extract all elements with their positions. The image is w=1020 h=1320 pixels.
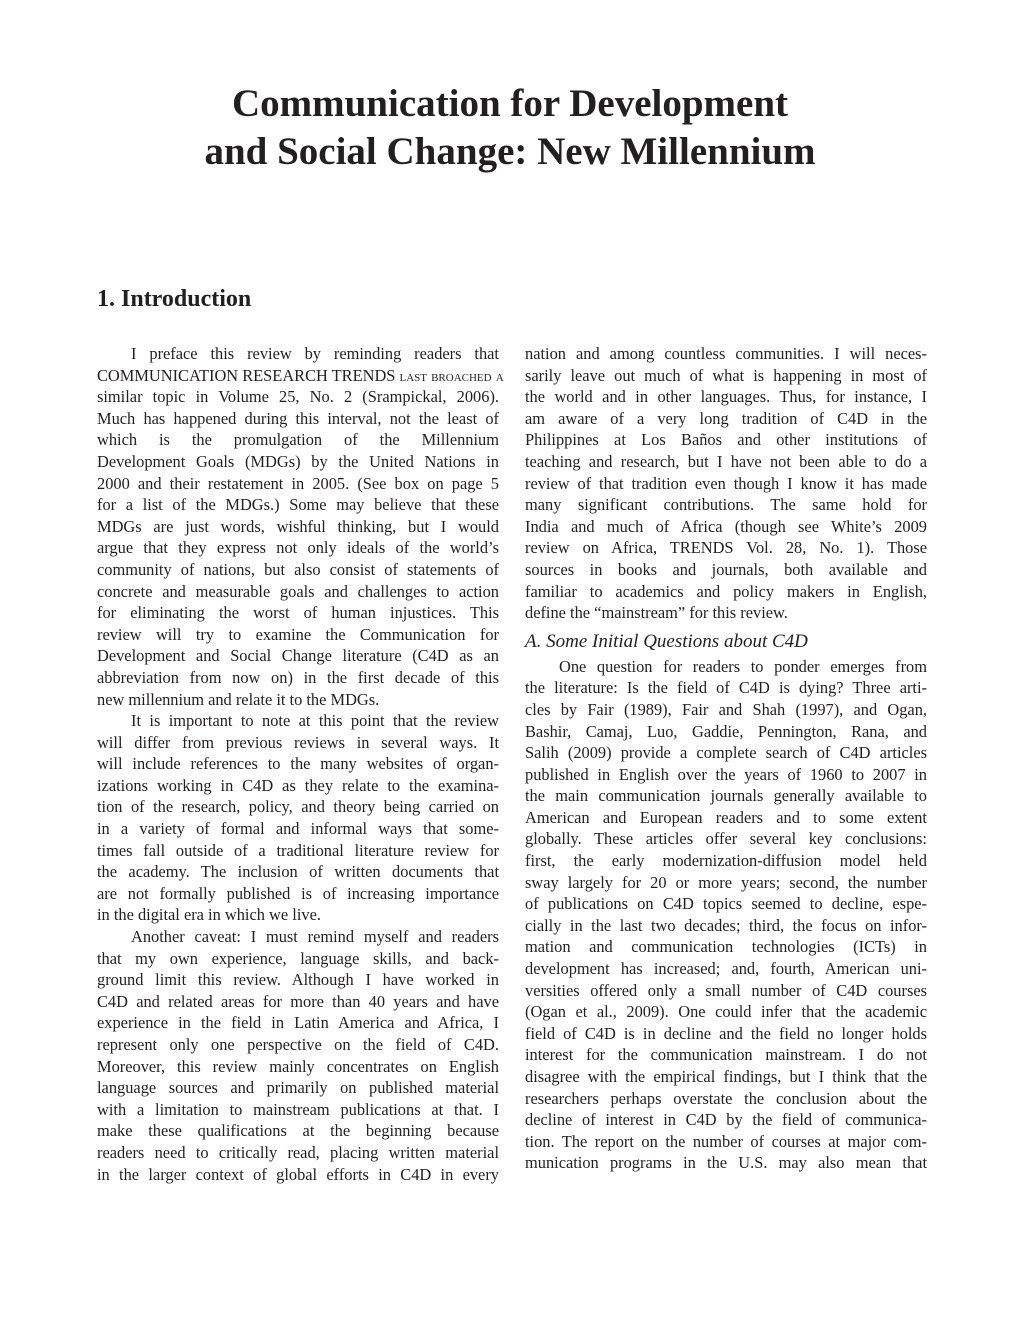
text-line: define the “mainstream” for this review. bbox=[525, 603, 788, 623]
text-line: which is the promulgation of the Millennium bbox=[97, 430, 499, 450]
text-line: (Ogan et al., 2009). One could infer that the academic bbox=[525, 1002, 927, 1022]
text-line: versities offered only a small number of C4D courses bbox=[525, 980, 927, 1000]
text-line: sarily leave out much of what is happening in most of bbox=[525, 365, 927, 385]
text-line: I preface this review by reminding readers that bbox=[131, 344, 499, 363]
text-line: times fall outside of a traditional literature review for bbox=[97, 840, 499, 860]
text-line: the literature: Is the field of C4D is dying? Three arti- bbox=[525, 678, 927, 698]
text-line: India and much of Africa (though see White’s 2009 bbox=[525, 516, 927, 536]
text-line: Development and Social Change literature (C4D as an bbox=[97, 646, 499, 666]
title-line-2: and Social Change: New Millennium bbox=[204, 130, 816, 173]
text-line: COMMUNICATION RESEARCH TRENDS last broached a bbox=[97, 365, 504, 385]
text-line: Another caveat: I must remind myself and readers bbox=[131, 927, 499, 947]
text-line: sources in books and journals, both available and bbox=[525, 559, 927, 579]
text-line: review on Africa, TRENDS Vol. 28, No. 1). Those bbox=[525, 538, 927, 558]
text-line: tion of the research, policy, and theory being carried on bbox=[97, 797, 499, 817]
text-line: in the digital era in which we live. bbox=[97, 905, 321, 925]
text-line: am aware of a very long tradition of C4D in the bbox=[525, 408, 927, 428]
text-line: readers need to critically read, placing written material bbox=[97, 1142, 499, 1162]
text-line: represent only one perspective on the field of C4D. bbox=[97, 1035, 499, 1054]
text-line: munication programs in the U.S. may also mean that bbox=[525, 1153, 927, 1173]
text-line: field of C4D is in decline and the field no longer holds bbox=[525, 1023, 927, 1043]
text-line: sway largely for 20 or more years; second, the number bbox=[525, 872, 927, 892]
text-line: concrete and measurable goals and challenges to action bbox=[97, 581, 499, 601]
text-line: new millennium and relate it to the MDGs. bbox=[97, 689, 380, 709]
text-line: that my own experience, language skills, and back- bbox=[97, 948, 499, 968]
text-line: are not formally published is of increasing importance bbox=[97, 883, 499, 903]
text-line: cles by Fair (1989), Fair and Shah (1997), and Ogan, bbox=[525, 699, 927, 719]
text-line: community of nations, but also consist of statements of bbox=[97, 559, 499, 579]
text-line: It is important to note at this point that the review bbox=[131, 711, 499, 731]
text-line: similar topic in Volume 25, No. 2 (Srampickal, 2006). bbox=[97, 387, 499, 407]
text-line: decline of interest in C4D by the field of communica- bbox=[525, 1110, 927, 1130]
text-line: mation and communication technologies (ICTs) in bbox=[525, 937, 927, 957]
text-line: MDGs are just words, wishful thinking, but I would bbox=[97, 516, 499, 536]
text-line: review will try to examine the Communication for bbox=[97, 624, 499, 644]
text-line: review of that tradition even though I know it has made bbox=[525, 473, 927, 493]
text-line: Much has happened during this interval, not the least of bbox=[97, 408, 499, 428]
text-line: published in English over the years of 1960 to 2007 in bbox=[525, 764, 927, 784]
text-line: researchers perhaps overstate the conclusion about the bbox=[525, 1088, 927, 1108]
text-line: Development Goals (MDGs) by the United Nations in bbox=[97, 451, 499, 471]
text-line: One question for readers to ponder emerges from bbox=[559, 656, 927, 676]
text-line: Bashir, Camaj, Luo, Gaddie, Pennington, Rana, and bbox=[525, 721, 927, 741]
text-line: of publications on C4D topics seemed to decline, espe- bbox=[525, 894, 927, 914]
text-line: familiar to academics and policy makers in English, bbox=[525, 581, 927, 601]
text-line: the academy. The inclusion of written documents that bbox=[97, 862, 499, 882]
text-line: globally. These articles offer several key conclusions: bbox=[525, 829, 927, 849]
page-title bbox=[0, 80, 1020, 176]
text-line: C4D and related areas for more than 40 years and have bbox=[97, 991, 499, 1011]
left-column bbox=[97, 343, 504, 1185]
text-line: will include references to the many websites of organ- bbox=[97, 754, 499, 774]
right-column bbox=[525, 343, 927, 1174]
text-line: ground limit this review. Although I have worked in bbox=[97, 970, 499, 990]
text-line: the main communication journals generally available to bbox=[525, 786, 927, 806]
text-line: Salih (2009) provide a complete search of C4D articles bbox=[525, 743, 927, 763]
text-line: 2000 and their restatement in 2005. (See box on page 5 bbox=[97, 473, 499, 493]
text-line: language sources and primarily on published material bbox=[97, 1078, 499, 1098]
text-line: cially in the last two decades; third, the focus on infor- bbox=[525, 915, 927, 935]
text-line: experience in the field in Latin America and Africa, I bbox=[97, 1013, 499, 1033]
title-line-1: Communication for Development bbox=[231, 82, 789, 125]
text-line: argue that they express not only ideals of the world’s bbox=[97, 538, 499, 558]
text-line: interest for the communication mainstream. I do not bbox=[525, 1045, 927, 1065]
text-line: abbreviation from now on) in the first decade of this bbox=[97, 667, 499, 687]
text-line: nation and among countless communities. I will neces- bbox=[525, 344, 927, 363]
text-line: the world and in other languages. Thus, for instance, I bbox=[525, 387, 927, 407]
text-line: in a variety of formal and informal ways that some- bbox=[97, 819, 499, 839]
text-line: first, the early modernization-diffusion model held bbox=[525, 851, 927, 871]
text-line: American and European readers and to some extent bbox=[525, 807, 927, 827]
text-line: teaching and research, but I have not been able to do a bbox=[525, 451, 927, 471]
text-line: make these qualifications at the beginning because bbox=[97, 1121, 499, 1141]
text-line: Philippines at Los Baños and other institutions of bbox=[525, 430, 927, 450]
section-heading-introduction: 1. Introduction bbox=[97, 286, 252, 312]
text-line: disagree with the empirical findings, but I think that the bbox=[525, 1067, 927, 1086]
text-line: development has increased; and, fourth, American uni- bbox=[525, 959, 927, 979]
text-line: will differ from previous reviews in several ways. It bbox=[97, 732, 499, 752]
text-line: for eliminating the worst of human injustices. This bbox=[97, 603, 499, 623]
text-line: many significant contributions. The same hold for bbox=[525, 495, 927, 515]
text-line: Moreover, this review mainly concentrates on English bbox=[97, 1056, 499, 1076]
text-line: in the larger context of global efforts in C4D in every bbox=[97, 1164, 499, 1184]
text-line: for a list of the MDGs.) Some may believe that these bbox=[97, 495, 499, 515]
text-line: tion. The report on the number of courses at major com- bbox=[525, 1131, 927, 1151]
text-line: with a limitation to mainstream publications at that. I bbox=[97, 1099, 499, 1119]
subheading-initial-questions: A. Some Initial Questions about C4D bbox=[525, 630, 808, 652]
text-line: izations working in C4D as they relate to the examina- bbox=[97, 775, 499, 795]
